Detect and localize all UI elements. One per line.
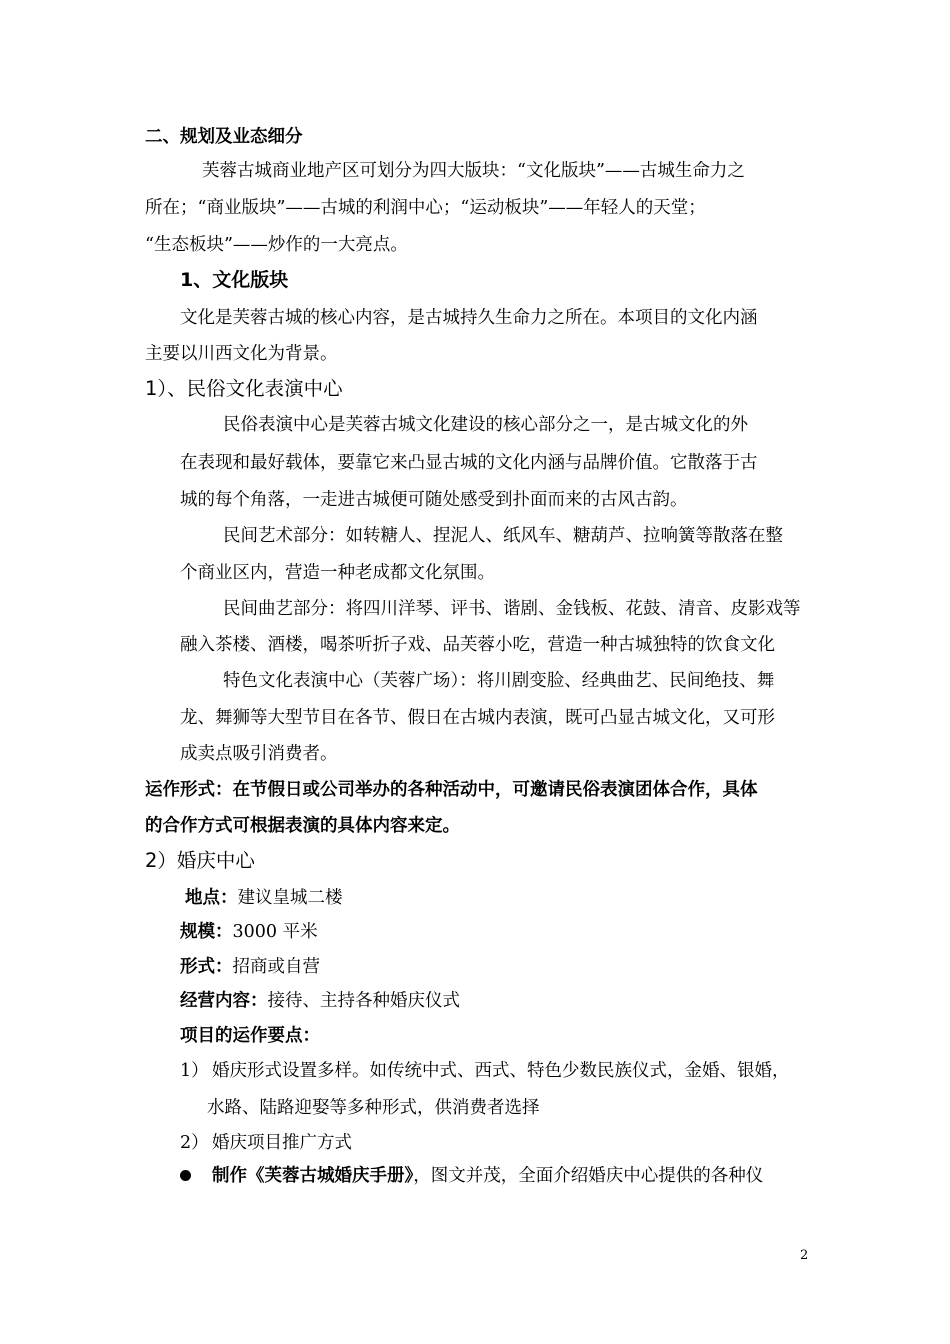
- location-label: 地点：: [185, 888, 238, 908]
- section-title: 二、规划及业态细分: [145, 127, 303, 147]
- folk-para1-line-3: 城的每个角落，一走进古城便可随处感受到扑面而来的古风古韵。: [180, 490, 688, 510]
- location-value: 建议皇城二楼: [237, 888, 343, 908]
- key-points-label: 项目的运作要点：: [180, 1026, 320, 1046]
- wedding-heading: 2）婚庆中心: [145, 849, 255, 872]
- scale-value: 3000 平米: [232, 922, 318, 942]
- point-1-number: 1）: [180, 1061, 209, 1081]
- point-1-line-1: 婚庆形式设置多样。如传统中式、西式、特色少数民族仪式，金婚、银婚，: [212, 1061, 790, 1081]
- form-label: 形式：: [180, 957, 233, 977]
- folk-para1-line-1: 民俗表演中心是芙蓉古城文化建设的核心部分之一，是古城文化的外: [223, 415, 748, 435]
- folk-para4-line-1: 特色文化表演中心（芙蓉广场）：将川剧变脸、经典曲艺、民间绝技、舞: [223, 671, 775, 691]
- folk-para1-line-2: 在表现和最好载体，要靠它来凸显古城的文化内涵与品牌价值。它散落于古: [180, 453, 758, 473]
- intro-line-3: “生态板块”——炒作的一大亮点。: [145, 235, 408, 255]
- folk-heading: 1）、民俗文化表演中心: [145, 377, 343, 400]
- culture-heading: 1、文化版块: [180, 269, 289, 291]
- content-value: 接待、主持各种婚庆仪式: [267, 991, 460, 1011]
- wedding-form: [180, 955, 320, 979]
- culture-para-line-1: 文化是芙蓉古城的核心内容，是古城持久生命力之所在。本项目的文化内涵: [180, 308, 758, 328]
- bullet-line: [212, 1164, 763, 1188]
- content-label: 经营内容：: [180, 991, 268, 1011]
- point-2-line-1: 婚庆项目推广方式: [212, 1133, 352, 1153]
- point-2-number: 2）: [180, 1133, 209, 1153]
- wedding-location: [185, 886, 343, 910]
- bullet-rest-text: ，图文并茂，全面介绍婚庆中心提供的各种仪: [413, 1166, 764, 1186]
- point-1-line-2: 水路、陆路迎娶等多种形式，供消费者选择: [207, 1098, 540, 1118]
- wedding-content: [180, 989, 460, 1013]
- folk-para4-line-2: 龙、舞狮等大型节目在各节、假日在古城内表演，既可凸显古城文化，又可形: [180, 708, 775, 728]
- folk-para3-line-2: 融入茶楼、酒楼，喝茶听折子戏、品芙蓉小吃，营造一种古城独特的饮食文化: [180, 635, 775, 655]
- operation-line-2: 的合作方式可根据表演的具体内容来定。: [145, 816, 460, 836]
- intro-line-1: 芙蓉古城商业地产区可划分为四大版块：“文化版块”——古城生命力之: [202, 161, 745, 181]
- folk-para3-line-1: 民间曲艺部分：将四川洋琴、评书、谐剧、金钱板、花鼓、清音、皮影戏等: [223, 599, 801, 619]
- intro-line-2: 所在；“商业版块”——古城的利润中心；“运动板块”——年轻人的天堂；: [145, 198, 706, 218]
- scale-label: 规模：: [180, 922, 233, 942]
- bullet-bold-text: 制作《芙蓉古城婚庆手册》: [212, 1166, 414, 1186]
- bullet-dot-icon: [180, 1170, 191, 1181]
- wedding-scale: [180, 920, 318, 944]
- culture-para-line-2: 主要以川西文化为背景。: [145, 344, 338, 364]
- folk-para2-line-2: 个商业区内，营造一种老成都文化氛围。: [180, 563, 495, 583]
- page-number: 2: [800, 1248, 809, 1263]
- folk-para4-line-3: 成卖点吸引消费者。: [180, 744, 338, 764]
- folk-para2-line-1: 民间艺术部分：如转糖人、捏泥人、纸风车、糖葫芦、拉响簧等散落在整: [223, 526, 783, 546]
- operation-line-1: 运作形式：在节假日或公司举办的各种活动中，可邀请民俗表演团体合作，具体: [145, 780, 758, 800]
- form-value: 招商或自营: [232, 957, 320, 977]
